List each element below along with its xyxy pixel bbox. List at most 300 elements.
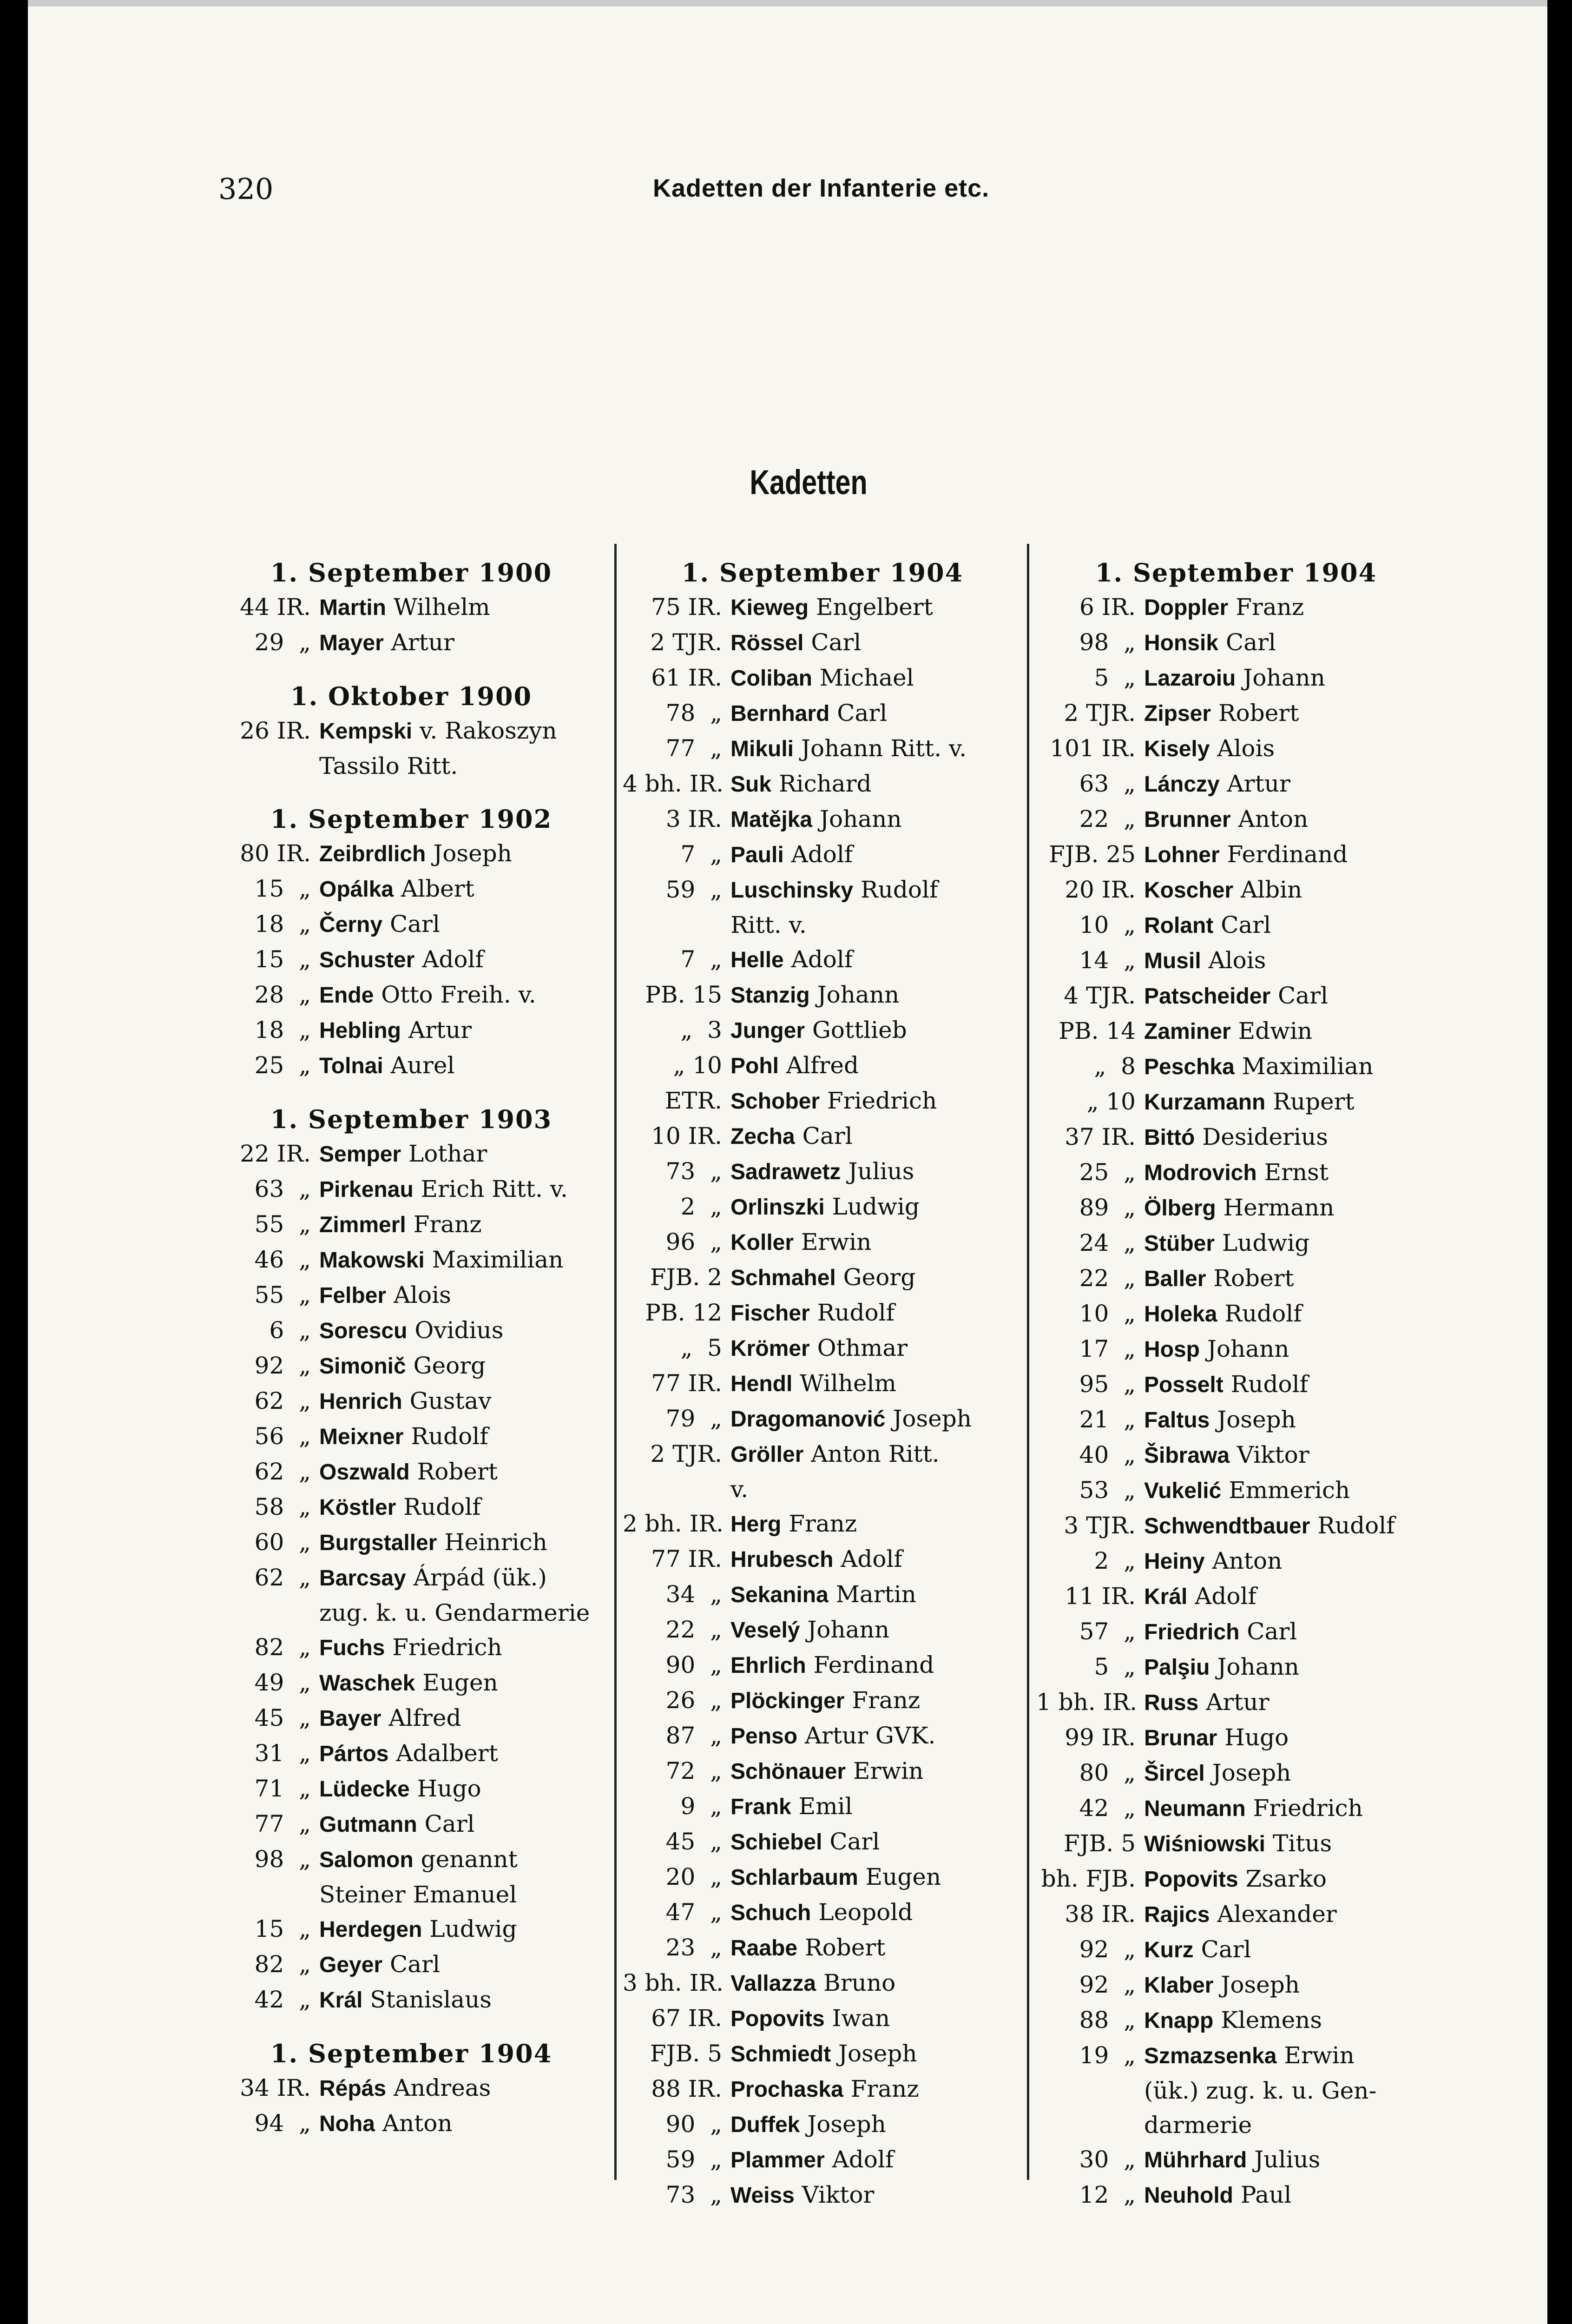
regiment-ref: „ 8 xyxy=(1094,1053,1136,1080)
cadet-entry xyxy=(623,1930,1022,1966)
cadet-name xyxy=(730,1612,1022,1648)
cadet-name xyxy=(1144,1791,1436,1826)
given-name: Artur xyxy=(391,629,454,656)
surname: Rössel xyxy=(730,631,804,655)
surname: Pauli xyxy=(730,843,784,867)
regiment-ref: 95 „ xyxy=(1079,1371,1136,1398)
given-name: Robert xyxy=(1213,1265,1294,1292)
regiment-ref: 15 „ xyxy=(254,875,311,902)
given-name: Carl xyxy=(389,911,440,938)
surname: Doppler xyxy=(1144,595,1229,620)
surname: Waschek xyxy=(319,1671,415,1696)
cadet-name xyxy=(730,977,1022,1013)
cadet-name xyxy=(1144,2003,1436,2038)
given-name: Emil xyxy=(798,1793,853,1820)
given-name: Viktor xyxy=(802,2181,875,2208)
cadet-entry xyxy=(211,1313,611,1348)
surname: Gutmann xyxy=(319,1812,417,1837)
cadet-name xyxy=(319,1454,611,1490)
regiment-ref: 77 „ xyxy=(254,1810,311,1837)
cadet-entry xyxy=(623,1895,1022,1930)
cadet-name xyxy=(319,1172,611,1207)
surname: Popovits xyxy=(1144,1867,1238,1892)
regiment-ref: 101 IR. xyxy=(1050,735,1136,762)
regiment-ref: 88 „ xyxy=(1079,2007,1136,2034)
regiment-ref: 20 IR. xyxy=(1065,876,1136,903)
cadet-name xyxy=(730,1366,1022,1401)
regiment-ref: 21 „ xyxy=(1079,1406,1136,1433)
regiment-ref: „ 3 xyxy=(680,1017,722,1043)
cadet-name xyxy=(319,977,611,1013)
cadet-entry xyxy=(623,1506,1022,1542)
given-name: Franz xyxy=(789,1510,857,1537)
cadet-entry xyxy=(211,1384,611,1419)
given-name: Carl xyxy=(811,629,862,656)
date-heading: 1. September 1902 xyxy=(270,804,553,834)
cadet-name xyxy=(1144,1826,1436,1862)
given-name: Rudolf xyxy=(403,1493,481,1520)
given-name: Rudolf xyxy=(817,1299,895,1326)
group-spacer xyxy=(211,660,611,679)
cadet-name xyxy=(319,1278,611,1313)
cadet-entry xyxy=(211,1242,611,1278)
given-name: Johann xyxy=(807,1616,889,1643)
cadet-name xyxy=(1144,766,1436,802)
cadet-entry xyxy=(1036,1544,1436,1579)
given-name: Ovidius xyxy=(414,1317,504,1344)
surname: Suk xyxy=(730,772,772,797)
cadet-name xyxy=(1144,2142,1436,2178)
given-name: Titus xyxy=(1272,1830,1332,1857)
cadet-entry xyxy=(1036,2178,1436,2213)
surname: Zipser xyxy=(1144,701,1211,726)
column-divider xyxy=(1027,544,1029,2180)
regiment-ref: 73 „ xyxy=(665,1158,722,1185)
given-name: Joseph xyxy=(893,1405,972,1432)
cadet-entry xyxy=(623,731,1022,766)
regiment-ref: 62 „ xyxy=(254,1564,311,1591)
given-name: Adalbert xyxy=(396,1740,498,1767)
cadet-name xyxy=(730,1754,1022,1789)
given-name: Anton xyxy=(1212,1547,1283,1574)
surname: Tolnai xyxy=(319,1054,383,1078)
surname: Sadrawetz xyxy=(730,1160,841,1184)
surname: Zaminer xyxy=(1144,1019,1231,1044)
cadet-entry xyxy=(1036,696,1436,731)
regiment-ref: 2 „ xyxy=(680,1193,722,1220)
surname: Herg xyxy=(730,1512,782,1537)
cadet-entry xyxy=(623,1577,1022,1612)
cadet-name xyxy=(319,1490,611,1525)
regiment-ref: 53 „ xyxy=(1079,1477,1136,1504)
surname: Kempski xyxy=(319,719,413,744)
given-name: Heinrich xyxy=(444,1529,547,1556)
regiment-ref: 75 IR. xyxy=(651,594,722,621)
surname: Rajics xyxy=(1144,1902,1210,1927)
surname: Posselt xyxy=(1144,1373,1223,1397)
cadet-entry xyxy=(211,1771,611,1807)
cadet-name xyxy=(1144,1261,1436,1296)
regiment-ref: 26 „ xyxy=(665,1687,722,1714)
cadet-entry xyxy=(211,1525,611,1560)
regiment-ref: 5 „ xyxy=(1094,664,1136,691)
given-name: Franz xyxy=(852,1687,921,1714)
given-name: Anton xyxy=(382,2110,453,2137)
given-name: Carl xyxy=(829,1828,880,1855)
cadet-entry xyxy=(623,590,1022,625)
regiment-ref: 82 „ xyxy=(254,1951,311,1978)
given-name: Richard xyxy=(778,770,872,797)
given-name: Ludwig xyxy=(832,1193,920,1220)
regiment-ref: 24 „ xyxy=(1079,1229,1136,1256)
regiment-ref: 28 „ xyxy=(254,981,311,1008)
entry-continuation: zug. k. u. Gendarmerie xyxy=(319,1599,590,1626)
surname: Penso xyxy=(730,1724,798,1749)
cadet-entry xyxy=(623,1189,1022,1225)
cadet-name xyxy=(1144,1049,1436,1084)
given-name: Erwin xyxy=(853,1757,924,1784)
date-heading: 1. September 1904 xyxy=(1095,558,1377,588)
surname: Felber xyxy=(319,1283,387,1308)
given-name: Robert xyxy=(417,1458,498,1485)
cadet-entry xyxy=(1036,1367,1436,1402)
given-name: Gottlieb xyxy=(812,1017,907,1043)
regiment-ref: 77 IR. xyxy=(651,1370,722,1397)
cadet-entry xyxy=(623,1295,1022,1331)
cadet-entry xyxy=(1036,1332,1436,1367)
given-name: Adolf xyxy=(422,946,484,973)
given-name: Anton Ritt. xyxy=(811,1440,940,1467)
cadet-entry xyxy=(1036,1720,1436,1756)
given-name: Eugen xyxy=(865,1863,941,1890)
surname: Sorescu xyxy=(319,1319,408,1343)
cadet-name xyxy=(730,1437,1022,1472)
cadet-name xyxy=(1144,1967,1436,2003)
date-heading: 1. September 1903 xyxy=(270,1104,553,1134)
cadet-name xyxy=(1144,625,1436,660)
cadet-name xyxy=(730,1930,1022,1966)
surname: Mührhard xyxy=(1144,2148,1247,2172)
regiment-ref: FJB. 2 xyxy=(650,1264,722,1291)
regiment-ref: 25 „ xyxy=(254,1052,311,1079)
cadet-name xyxy=(319,2106,611,2141)
cadet-name xyxy=(730,2107,1022,2142)
given-name: Ernst xyxy=(1264,1159,1329,1186)
given-name: Johann Ritt. v. xyxy=(801,735,967,762)
regiment-ref: PB. 15 xyxy=(645,981,722,1008)
regiment-ref: 3 IR. xyxy=(666,805,722,832)
surname: Vukelić xyxy=(1144,1479,1222,1503)
surname: Fischer xyxy=(730,1301,810,1326)
cadet-entry xyxy=(623,1048,1022,1083)
cadet-name xyxy=(730,942,1022,977)
surname: Gröller xyxy=(730,1442,804,1467)
regiment-ref: 3 bh. IR. xyxy=(623,1969,724,1996)
surname: Pirkenau xyxy=(319,1177,414,1202)
regiment-ref: 55 „ xyxy=(254,1281,311,1308)
surname: Barcsay xyxy=(319,1566,406,1591)
surname: Wiśniowski xyxy=(1144,1832,1265,1856)
cadet-name xyxy=(730,872,1022,908)
cadet-name xyxy=(730,1013,1022,1048)
surname: Prochaska xyxy=(730,2077,843,2102)
given-name: Carl xyxy=(424,1810,475,1837)
cadet-entry xyxy=(1036,1791,1436,1826)
cadet-name xyxy=(1144,1579,1436,1614)
given-name: Viktor xyxy=(1237,1441,1309,1468)
surname: Černy xyxy=(319,912,383,937)
surname: Zeibrdlich xyxy=(319,842,426,866)
cadet-name xyxy=(1144,978,1436,1014)
cadet-name xyxy=(730,660,1022,696)
cadet-entry xyxy=(211,1560,611,1596)
surname: Matějka xyxy=(730,807,813,832)
surname: Stanzig xyxy=(730,983,810,1008)
regiment-ref: 94 „ xyxy=(254,2110,311,2137)
given-name: Adolf xyxy=(791,946,853,973)
given-name: Carl xyxy=(1221,911,1271,938)
given-name: Albin xyxy=(1240,876,1302,903)
cadet-entry xyxy=(211,713,611,749)
surname: Heiny xyxy=(1144,1549,1205,1574)
cadet-name xyxy=(1144,1862,1436,1897)
given-name: Artur xyxy=(1206,1689,1269,1716)
regiment-ref: 92 „ xyxy=(1079,1971,1136,1998)
surname: Ölberg xyxy=(1144,1196,1216,1221)
regiment-ref: 26 IR. xyxy=(240,717,311,744)
cadet-entry xyxy=(211,872,611,907)
regiment-ref: 72 „ xyxy=(665,1757,722,1784)
cadet-entry xyxy=(211,1454,611,1490)
given-name: Maximilian xyxy=(432,1246,564,1273)
cadet-entry xyxy=(211,1665,611,1701)
given-name: Klemens xyxy=(1221,2007,1322,2034)
given-name: Otto Freih. v. xyxy=(381,981,536,1008)
regiment-ref: 7 „ xyxy=(680,841,722,868)
given-name: Friedrich xyxy=(827,1087,937,1114)
surname: Vallazza xyxy=(730,1971,816,1996)
given-name: Aurel xyxy=(390,1052,455,1079)
given-name: Iwan xyxy=(832,2005,890,2032)
given-name: Johann xyxy=(820,805,902,832)
cadet-name xyxy=(730,1789,1022,1824)
regiment-ref: 2 TJR. xyxy=(1064,700,1136,726)
given-name: Franz xyxy=(413,1211,482,1238)
surname: Koller xyxy=(730,1230,794,1255)
regiment-ref: 45 „ xyxy=(665,1828,722,1855)
cadet-entry xyxy=(211,907,611,942)
cadet-entry xyxy=(1036,978,1436,1014)
given-name: Adolf xyxy=(791,841,853,868)
cadet-entry xyxy=(623,1260,1022,1295)
cadet-entry xyxy=(211,1630,611,1665)
cadet-entry xyxy=(1036,1296,1436,1332)
cadet-name xyxy=(730,2036,1022,2072)
given-name: Artur xyxy=(1227,770,1290,797)
given-name: Ludwig xyxy=(1222,1229,1310,1256)
given-name: Franz xyxy=(1236,594,1304,621)
regiment-ref: 42 „ xyxy=(254,1986,311,2013)
surname: Köstler xyxy=(319,1495,396,1520)
cadet-name xyxy=(319,942,611,977)
regiment-ref: 4 bh. IR. xyxy=(623,770,724,797)
given-name: Carl xyxy=(802,1122,853,1149)
regiment-ref: 71 „ xyxy=(254,1775,311,1802)
regiment-ref: 10 IR. xyxy=(651,1122,722,1149)
cadet-entry xyxy=(623,1754,1022,1789)
surname: Šircel xyxy=(1144,1761,1205,1786)
cadet-entry xyxy=(211,1982,611,2018)
cadet-name xyxy=(1144,1685,1436,1720)
date-heading: 1. September 1904 xyxy=(270,2039,553,2068)
cadet-entry xyxy=(1036,943,1436,978)
regiment-ref: 23 „ xyxy=(665,1934,722,1961)
given-name: v. Rakoszyn xyxy=(420,717,557,744)
given-name: Johann xyxy=(817,981,900,1008)
regiment-ref: 63 „ xyxy=(1079,770,1136,797)
cadet-name xyxy=(730,1225,1022,1260)
given-name: Carl xyxy=(1247,1618,1297,1645)
column-divider xyxy=(614,544,617,2180)
cadet-entry xyxy=(623,1683,1022,1718)
surname: Holeka xyxy=(1144,1302,1217,1327)
regiment-ref: 90 „ xyxy=(665,1651,722,1678)
regiment-ref: 11 IR. xyxy=(1065,1583,1136,1610)
cadet-name xyxy=(730,2142,1022,2178)
regiment-ref: 19 „ xyxy=(1079,2042,1136,2069)
surname: Musil xyxy=(1144,949,1201,973)
cadet-name xyxy=(1144,1190,1436,1226)
surname: Brunner xyxy=(1144,807,1231,832)
cadet-entry xyxy=(1036,802,1436,837)
cadet-entry xyxy=(1036,2003,1436,2038)
given-name: Carl xyxy=(1201,1936,1251,1963)
cadet-entry xyxy=(211,1348,611,1384)
regiment-ref: 18 „ xyxy=(254,911,311,938)
cadet-entry xyxy=(1036,1826,1436,1862)
regiment-ref: 29 „ xyxy=(254,629,311,656)
cadet-entry xyxy=(623,766,1022,802)
surname: Luschinsky xyxy=(730,878,854,903)
cadet-entry xyxy=(1036,1508,1436,1544)
surname: Schober xyxy=(730,1089,820,1114)
surname: Palşiu xyxy=(1144,1655,1210,1680)
cadet-name xyxy=(730,1189,1022,1225)
regiment-ref: 2 „ xyxy=(1094,1547,1136,1574)
cadet-name xyxy=(1144,1650,1436,1685)
given-name: Georg xyxy=(843,1264,916,1291)
regiment-ref: 22 „ xyxy=(1079,1265,1136,1292)
surname: Henrich xyxy=(319,1389,402,1414)
cadet-entry xyxy=(1036,1402,1436,1438)
regiment-ref: FJB. 5 xyxy=(1063,1830,1136,1857)
regiment-ref: 6 IR. xyxy=(1079,594,1136,621)
surname: Simonič xyxy=(319,1354,406,1379)
given-name: Maximilian xyxy=(1242,1053,1374,1080)
cadet-entry xyxy=(1036,660,1436,696)
given-name: Joseph xyxy=(838,2040,917,2067)
surname: Orlinszki xyxy=(730,1195,825,1220)
regiment-ref: 22 IR. xyxy=(240,1140,311,1167)
cadet-name xyxy=(1144,2038,1436,2073)
cadet-entry xyxy=(623,1154,1022,1189)
cadet-entry xyxy=(1036,1862,1436,1897)
surname: Lohner xyxy=(1144,843,1220,867)
cadet-name xyxy=(319,907,611,942)
cadet-entry xyxy=(623,1366,1022,1401)
regiment-ref: 6 „ xyxy=(269,1317,311,1344)
surname: Pohl xyxy=(730,1054,779,1078)
cadet-entry xyxy=(211,1419,611,1454)
cadet-name xyxy=(730,1824,1022,1860)
surname: Lüdecke xyxy=(319,1777,410,1802)
surname: Kurz xyxy=(1144,1938,1194,1962)
surname: Weiss xyxy=(730,2183,795,2208)
surname: Répás xyxy=(319,2076,387,2101)
regiment-ref: 96 „ xyxy=(665,1228,722,1255)
surname: Schmahel xyxy=(730,1266,836,1290)
given-name: Joseph xyxy=(807,2111,886,2138)
surname: Friedrich xyxy=(1144,1620,1240,1644)
regiment-ref: 99 IR. xyxy=(1065,1724,1136,1751)
cadet-name xyxy=(319,1242,611,1278)
regiment-ref: 49 „ xyxy=(254,1669,311,1696)
regiment-ref: 2 bh. IR. xyxy=(623,1510,724,1537)
cadet-entry xyxy=(211,836,611,872)
surname: Bayer xyxy=(319,1706,381,1731)
entry-continuation: (ük.) zug. k. u. Gen- xyxy=(1144,2077,1377,2104)
page-number: 320 xyxy=(218,172,274,206)
cadet-name xyxy=(1144,1120,1436,1155)
cadet-entry xyxy=(1036,1261,1436,1296)
cadet-entry xyxy=(623,660,1022,696)
regiment-ref: 2 TJR. xyxy=(650,629,722,656)
cadet-name xyxy=(1144,1897,1436,1932)
given-name: Julius xyxy=(848,1158,914,1185)
cadet-entry xyxy=(623,2142,1022,2178)
given-name: Adolf xyxy=(841,1545,903,1572)
running-title: Kadetten der Infanterie etc. xyxy=(653,174,990,202)
surname: Schlarbaum xyxy=(730,1865,858,1890)
cadet-name xyxy=(319,1419,611,1454)
given-name: Edwin xyxy=(1238,1017,1313,1044)
regiment-ref: 20 „ xyxy=(665,1863,722,1890)
surname: Salomon xyxy=(319,1848,414,1872)
cadet-entry xyxy=(623,1225,1022,1260)
cadet-name xyxy=(1144,1932,1436,1967)
regiment-ref: 5 „ xyxy=(1094,1653,1136,1680)
surname: Krömer xyxy=(730,1336,810,1361)
cadet-entry xyxy=(623,837,1022,872)
surname: Opálka xyxy=(319,877,394,902)
given-name: Rudolf xyxy=(411,1423,488,1450)
cadet-entry xyxy=(623,1966,1022,2001)
cadet-name xyxy=(730,2001,1022,2036)
column-left xyxy=(211,555,611,2141)
cadet-name xyxy=(1144,1544,1436,1579)
surname: Geyer xyxy=(319,1953,383,1977)
surname: Schwendtbauer xyxy=(1144,1514,1310,1538)
regiment-ref: 1 bh. IR. xyxy=(1036,1689,1137,1716)
cadet-name xyxy=(730,1860,1022,1895)
cadet-entry xyxy=(623,1083,1022,1119)
surname: Stüber xyxy=(1144,1231,1215,1256)
group-spacer xyxy=(211,1083,611,1102)
given-name: Artur xyxy=(408,1017,472,1043)
cadet-name xyxy=(319,1313,611,1348)
cadet-name xyxy=(319,625,611,660)
cadet-entry xyxy=(211,625,611,660)
